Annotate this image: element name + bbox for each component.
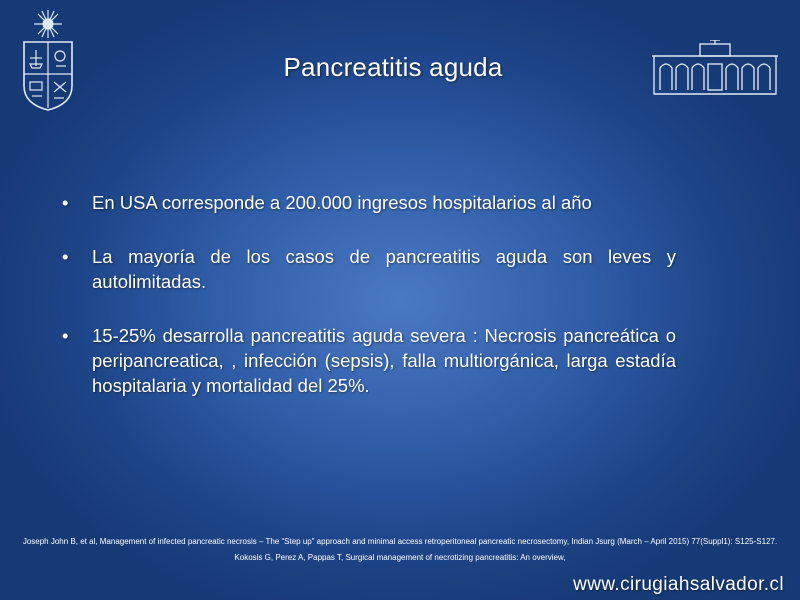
bullet-marker: • <box>62 192 69 213</box>
reference-1: Joseph John B, et al, Management of infected pancreatic necrosis – The “Step up” approach and minimal access retroperitoneal pancreatic necrosectomy, Indian Jsurg (March – April 2015) 77(Suppl1): S125-S127. <box>22 537 778 546</box>
bullet-item <box>62 323 676 398</box>
bullet-list <box>62 190 676 427</box>
bullet-item <box>62 244 676 294</box>
bullet-text: En USA corresponde a 200.000 ingresos hospitalarios al año <box>92 192 592 213</box>
bullet-text: 15-25% desarrolla pancreatitis aguda severa : Necrosis pancreática o peripancreatica, , infección (sepsis), falla multiorgánica, larga estadía hospitalaria y mortalidad del 25%. <box>92 325 676 396</box>
website-url: www.cirugiahsalvador.cl <box>573 574 784 595</box>
bullet-item <box>62 190 676 215</box>
slide-title: Pancreatitis aguda <box>283 52 503 82</box>
bullet-marker: • <box>62 325 69 346</box>
bullet-marker: • <box>62 246 69 267</box>
bullet-text: La mayoría de los casos de pancreatitis aguda son leves y autolimitadas. <box>92 246 676 292</box>
reference-2: Kokosis G, Perez A, Pappas T, Surgical management of necrotizing pancreatitis: An overview, <box>234 553 566 562</box>
references <box>20 536 780 564</box>
